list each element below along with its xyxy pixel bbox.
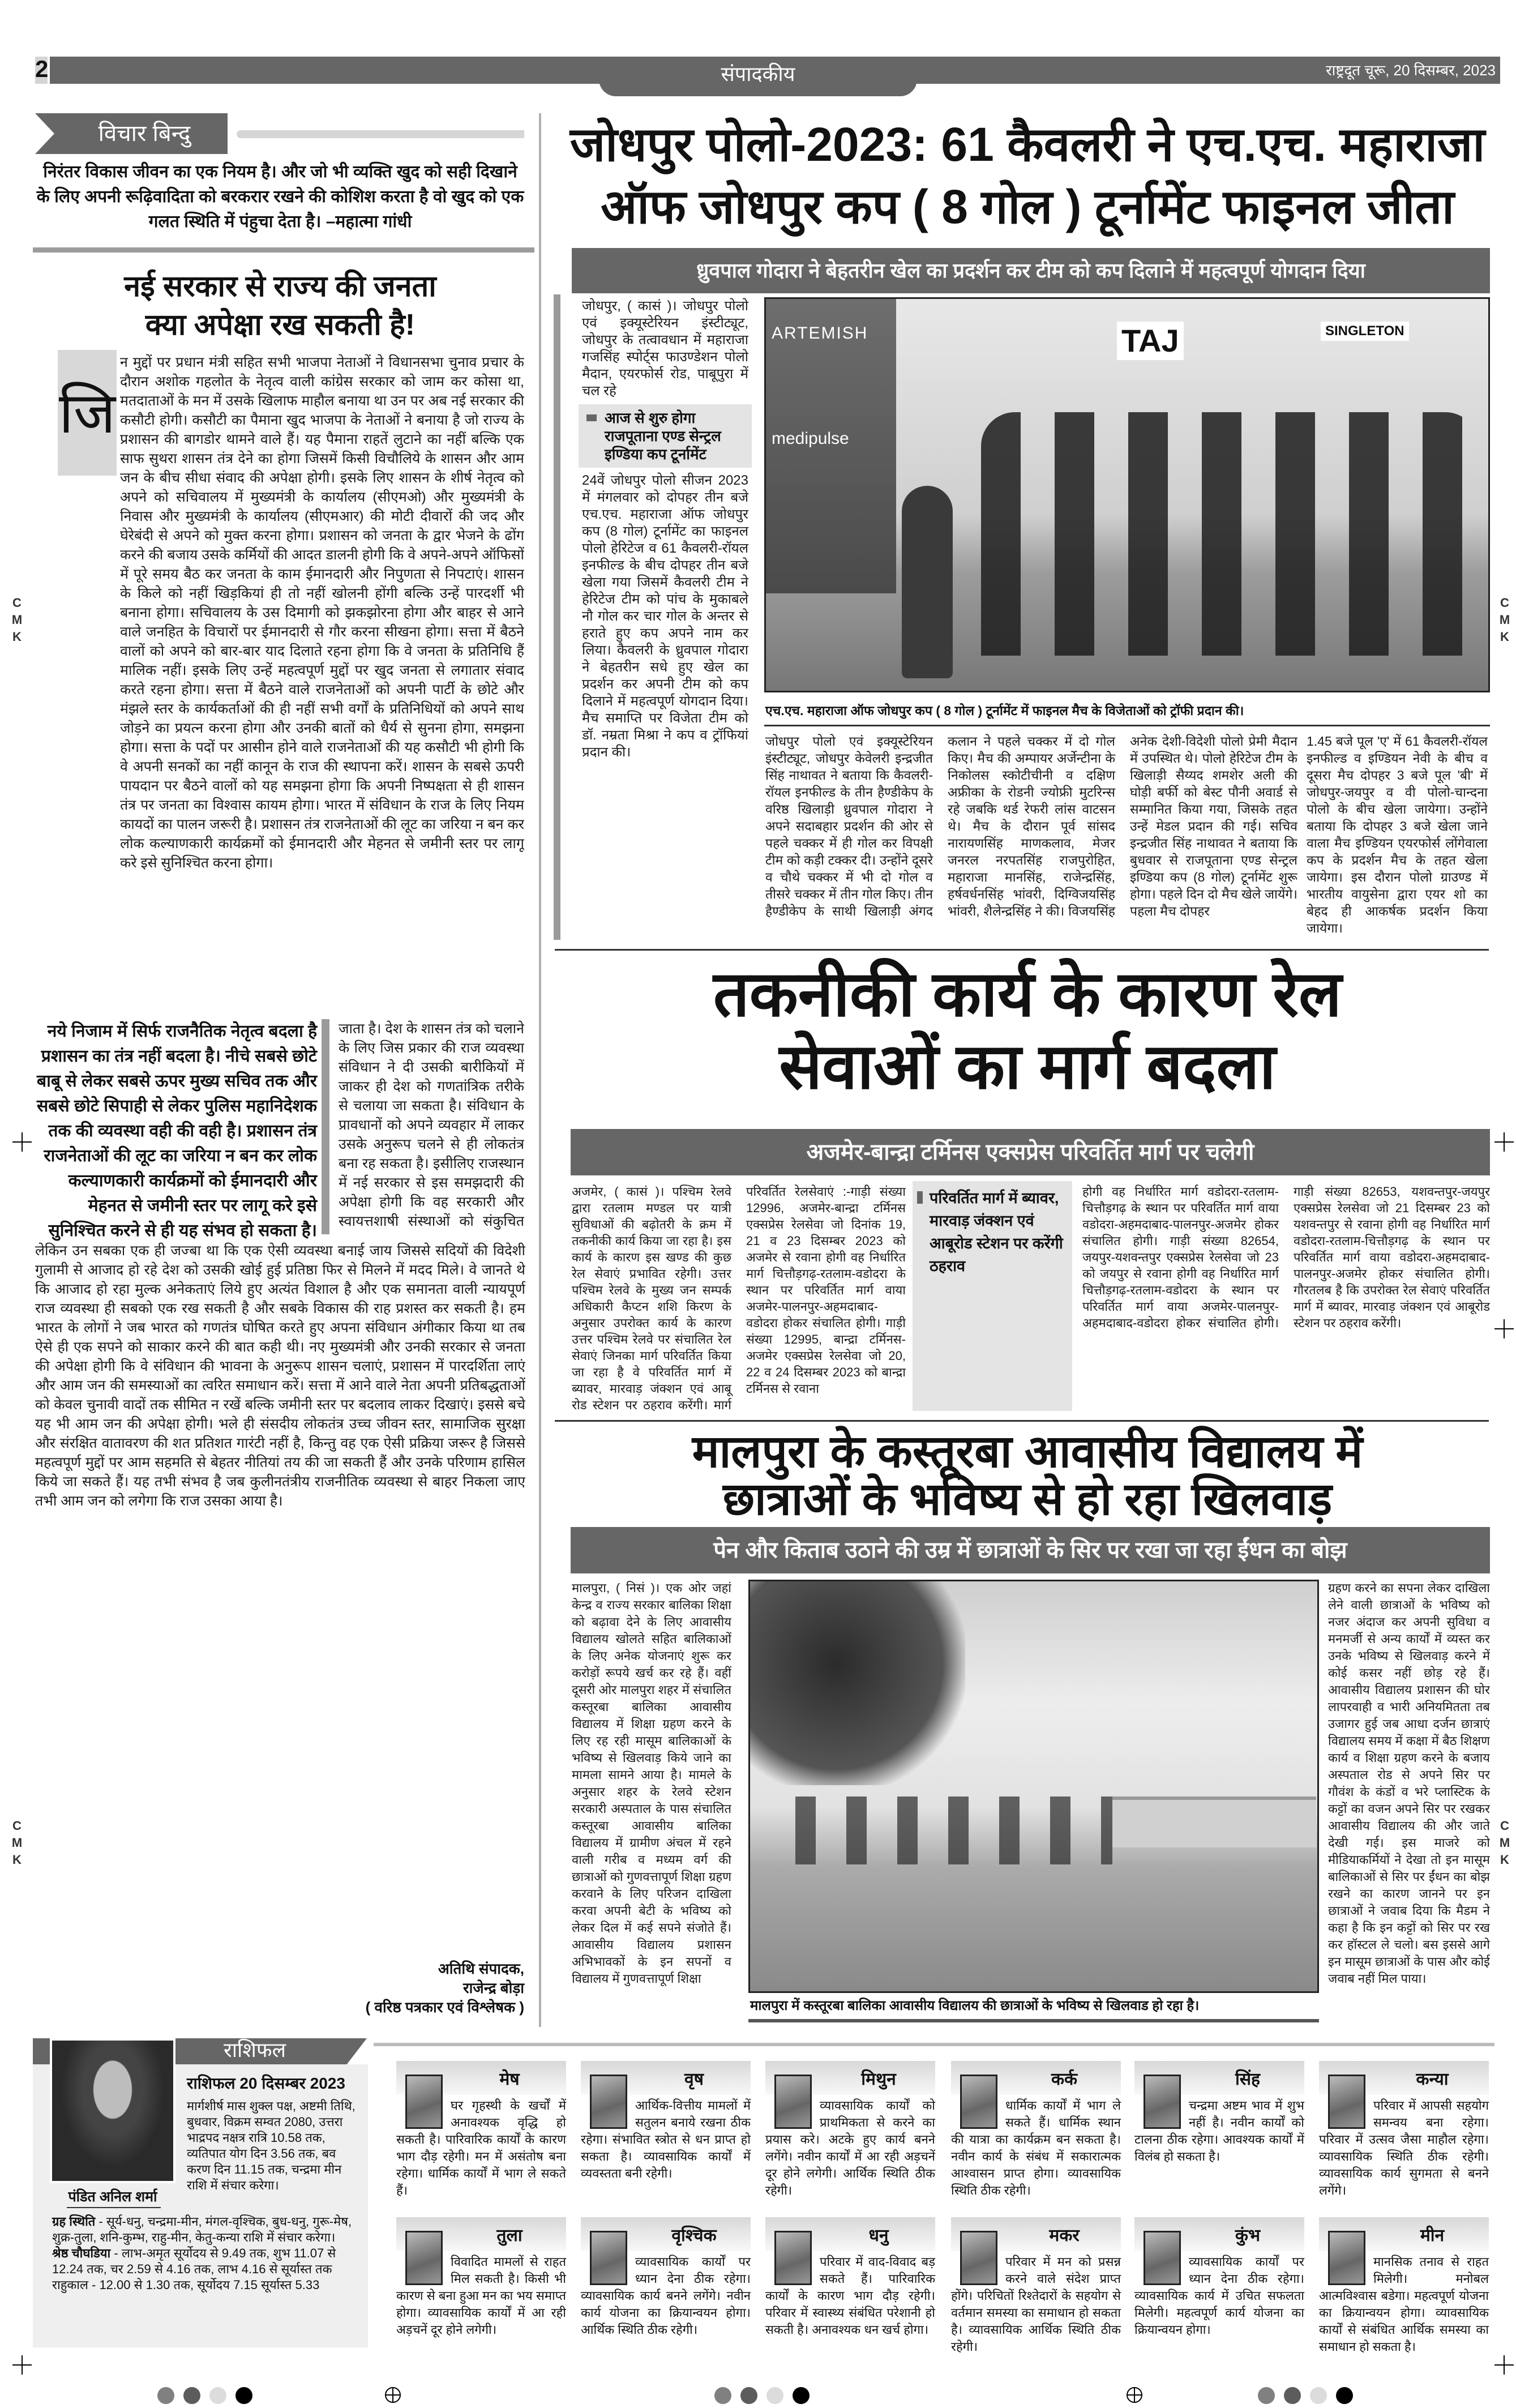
zodiac-sign <box>951 2217 1121 2355</box>
column-rule <box>539 113 541 2027</box>
zodiac-sign <box>951 2061 1121 2199</box>
zodiac-body <box>951 2095 1121 2199</box>
editorial-body-top: न मुद्दों पर प्रधान मंत्री सहित सभी भाजपा नेताओं ने विधानसभा चुनाव प्रचार के दौरान अशोक गहलोत के नेतृत्व वाली कांग्रेस सरकार को जाम कर कोसा था, मतदाताओं के मन में उसके खिलाफ माहौल बनाया था उन पर अब नई सरकार की कसौटी होगी। कसौटी का पैमाना खुद भाजपा के नेताओं ने बनाया है जो राज्य के प्रशासन की बागडोर थामने वाले हैं। यह पैमाना राहतें लुटाने का नहीं बल्कि एक साफ सुथरा शासन तंत्र देने का होगा जिसमें किसी विचौलिये के शासन और आम जन के बीच सीधा संवाद की अपेक्षा होगी। इसके लिए शासन के शीर्ष नेतृत्व को अपने को सचिवालय में मुख्यमंत्री के कार्यालय (सीएमओ) और मुख्यमंत्री के निवास और मुख्यमंत्री के कार्यालय (सीएमआर) की मोटी दीवारों की जद और घेरेबंदी से अपने को मुक्त करना होगा। प्रशासन को जनता के द्वार भेजने के ढोंग करने की बजाय उसके कर्मियों की आदत डालनी होगी कि वे अपने-अपने ऑफिसों में पूरे समय बैठ कर जनता के काम ईमानदारी और निपुणता से निपटाएं। शासन के किले को नहीं खिड़कियां ही तो नहीं खोलनी होंगी बल्कि उन्हें पारदर्शी भी बनाना होगा। सचिवालय के उस दिमागी को झकझोरना होगा और बाहर से आने वाले जनहित के विचारों पर ईमानदारी से गौर करना सीखना होगा। सत्ता में बैठने वालों को अपने को बार-बार याद दिलाते रहना होगा कि वे जनता के प्रतिनिधि हैं मालिक नहीं। इसके लिए उन्हें महत्वपूर्ण मुद्दों पर खुद जनता से लगातार संवाद करते रहना होगा। सत्ता में बैठने वाले राजनेताओं को अपनी पार्टी के छोटे और मंझले स्तर के कार्यकर्ताओं की ही नहीं सभी वर्गों के प्रतिनिधियों को अपने साथ जोड़ने का प्रयत्न करना होगा और उनकी बातों को धैर्य से सुनना होगा, समझना होगा। सत्ता के पदों पर आसीन होने वाले राजनेताओं की यह कसौटी भी होगी कि वे अपनी सनकों का नहीं कानून के राज की स्थापना करें। शासन के सबसे ऊपरी पायदान पर बैठने वालों को यह समझना होगा कि अपनी निष्पक्षता से ही शासन तंत्र पर जनता का विश्वास कायम होगा। भारत में संविधान के राज के लिए नियम कायदों का पालन जरूरी है। प्रशासन तंत्र राजनेताओं की लूट का जरिया न बन कर लोक कल्याणकारी कार्यक्रमों को ईमानदारी और मेहनत से जमीनी स्तर पर लागू करे इसे सुनिश्चित करना होगा। <box>120 354 524 871</box>
registration-target-icon <box>1127 2387 1142 2403</box>
zodiac-prediction: धार्मिक कार्यों में भाग ले सकते हैं। धार्मिक स्थान की यात्रा का कार्यक्रम बन सकता है। नवीन कार्य के संबंध में सकारात्मक आश्वासन प्राप्त होगा। व्यावसायिक स्थिति ठीक रहेगी। <box>951 2098 1121 2197</box>
rashifal-label: राशिफल <box>223 2038 286 2061</box>
astrologer-photo <box>50 2038 175 2183</box>
polo-winners-photo <box>764 297 1490 692</box>
school-photo-caption: मालपुरा में कस्तूरबा बालिका आवासीय विद्यालय की छात्राओं के भविष्य से खिलवाड हो रहा है। <box>750 1998 1200 2013</box>
rail-body-right: होगी वह निर्धारित मार्ग वडोदरा-रतलाम-चित्तौड़गढ़ के स्थान पर परिवर्तित मार्ग वाया वडोदरा-अहमदाबाद-पालनपुर-अजमेर होकर संचालित होगी। गाड़ी संख्या 82654, जयपुर-यशवन्तपुर एक्सप्रेस रेलसेवा जो 23 को जयपुर से रवाना होगी वह निर्धारित मार्ग चित्तौड़गढ़-रतलाम-वडोदरा के स्थान पर परिवर्तित मार्ग वाया अजमेर-पालनपुर-अहमदाबाद-वडोदरा होकर संचालित होगी। गाड़ी संख्या 82653, यशवन्तपुर-जयपुर एक्सप्रेस रेलसेवा जो 21 दिसम्बर 23 को यशवन्तपुर से रवाना होगी वह निर्धारित मार्ग वडोदरा-रतलाम-चित्तौड़गढ़ के स्थान पर परिवर्तित मार्ग वाया वडोदरा-अहमदाबाद-पालनपुर-अजमेर होकर संचालित होगी। गौरतलब है कि उपरोक्त रेल सेवाएं परिवर्तित मार्ग में ब्यावर, मारवाड़ जंक्शन एवं आबूरोड स्टेशन पर ठहराव करेंगी। <box>1082 1184 1490 1330</box>
zodiac-body <box>765 2251 935 2338</box>
zodiac-name: मिथुन <box>861 2070 896 2089</box>
zodiac-symbol-icon <box>590 2231 627 2285</box>
polo-bottom-rule <box>555 949 1489 951</box>
zodiac-body <box>951 2251 1121 2355</box>
byline-desc: ( वरिष्ठ पत्रकार एवं विश्लेषक ) <box>365 1999 524 2016</box>
dot-light-icon <box>766 2387 783 2404</box>
polo-lead: जोधपुर, ( कासं )। जोधपुर पोलो एवं इक्यूस्टेरियन इंस्टीट्यूट, जोधपुर के तत्वावधान में महाराजा गजसिंह स्पोर्ट्स फाउण्डेशन पोलो मैदान, एयरफोर्स रोड, पाबूपुरा में चल रहे <box>582 298 748 399</box>
astrologer-name: पंडित अनिल शर्मा <box>68 2189 157 2205</box>
zodiac-sign <box>1319 2217 1489 2355</box>
sponsor-taj: TAJ <box>1117 322 1184 360</box>
zodiac-name: मीन <box>1420 2226 1445 2245</box>
dot-light-icon <box>1310 2387 1327 2404</box>
zodiac-sign <box>1319 2061 1489 2199</box>
cmk-m: M <box>11 1836 23 1850</box>
rashifal-details <box>52 2214 358 2293</box>
school-body-left: मालपुरा, ( निसं )। एक ओर जहां केन्द्र व राज्य सरकार बालिका शिक्षा को बढ़ावा देने के लिए आवासीय विद्यालय खोलते सहित बालिकाओं के लिए अनेक योजनाएं शुरू कर करोड़ों रूपये खर्च कर रहे हैं। वहीं दूसरी ओर मालपुरा शहर में संचालित कस्तूरबा बालिका आवासीय विद्यालय में शिक्षा ग्रहण करने के लिए रह रही मासूम बालिकाओं के भविष्य से खिलवाड़ किये जाने का मामला सामने आया है। मामले के अनुसार शहर के रेलवे स्टेशन सरकारी अस्पताल के पास संचालित कस्तूरबा आवासीय बालिका विद्यालय में ग्रामीण अंचल में रहने वाली गरीब व मध्यम वर्ग की छात्राओं को गुणवत्तापूर्ण शिक्षा ग्रहण करवाने के लिए परिजन दाखिला करवा अपनी बेटी के भविष्य को लेकर दिल में कई सपने संजोते हैं। आवासीय विद्यालय प्रशासन अभिभावकों के इन सपनों व विद्यालय में गुणवत्तापूर्ण शिक्षा <box>572 1581 731 1986</box>
school-headline <box>560 1428 1494 1523</box>
polo-highlight-bullet <box>586 414 597 421</box>
zodiac-name: कुंभ <box>1235 2226 1261 2245</box>
polo-headline-line1: जोधपुर पोलो-2023: 61 कैवलरी ने एच.एच. महाराजा <box>569 118 1485 171</box>
zodiac-sign <box>1134 2061 1304 2165</box>
rahukal-text: राहुकाल - 12.00 से 1.30 तक, सूर्योदय 7.15 सूर्यास्त 5.33 <box>52 2278 320 2292</box>
dot-dark-icon <box>740 2387 757 2404</box>
rail-bottom-rule <box>555 1420 1489 1422</box>
editorial-pullquote: नये निजाम में सिर्फ राजनैतिक नेतृत्व बदला है प्रशासन का तंत्र नहीं बदला है। नीचे सबसे छोटे बाबू से लेकर सबसे ऊपर मुख्य सचिव तक और सबसे छोटे सिपाही से लेकर पुलिस महानिदेशक तक की व्यवस्था वही की वही है। प्रशासन तंत्र राजनेताओं की लूट का जरिया न बन कर लोक कल्याणकारी कार्यक्रमों को ईमानदारी और मेहनत से जमीनी स्तर पर लागू करे इसे सुनिश्चित करने से ही यह संभव हो सकता है। <box>37 1022 317 1240</box>
zodiac-prediction: आर्थिक-वित्तीय मामलों में सतुलन बनाये रखना ठीक रहेगा। संभावित स्त्रोत से धन प्राप्त हो सकता है। व्यावसायिक कार्यों में व्यवस्तता बनी रहेगी। <box>581 2098 751 2180</box>
rail-body-left: अजमेर, ( कासं )। पश्चिम रेलवे द्वारा रतलाम मण्डल पर यात्री सुविधाओं की बढ़ोतरी के क्रम में तकनीकी कार्य किया जा रहा है। इस कार्य के कारण इस खण्ड की कुछ रेल सेवाएं प्रभावित रहेगी। उत्तर पश्चिम रेलवे के मुख्य जन सम्पर्क अधिकारी कैप्टन शशि किरण के अनुसार उपरोक्त कार्य के कारण उत्तर पश्चिम रेलवे पर संचालित रेल सेवाएं जिनका मार्ग परिवर्तित किया जा रहा है वे परिवर्तित मार्ग में ब्यावर, मारवाड़ जंक्शन एवं आबू रोड स्टेशन पर ठहराव करेंगी। मार्ग परिवर्तित रेलसेवाएं :-गाड़ी संख्या 12996, अजमेर-बान्द्रा टर्मिनस एक्सप्रेस रेलसेवा जो दिनांक 19, 21 व 23 दिसम्बर 2023 को अजमेर से रवाना होगी वह निर्धारित मार्ग चित्तौड़गढ़-रतलाम-वडोदरा के स्थान पर परिवर्तित मार्ग वाया अजमेर-पालनपुर-अहमदाबाद-वडोदरा होकर संचालित होगी। गाड़ी संख्या 12995, बान्द्रा टर्मिनस-अजमेर एक्सप्रेस रेलसेवा जो 20, 22 व 24 दिसम्बर 2023 को बान्द्रा टर्मिनस से रवाना <box>572 1184 906 1412</box>
zodiac-symbol-icon <box>1328 2231 1365 2285</box>
zodiac-name: वृष <box>684 2070 704 2089</box>
polo-body-lower: जोधपुर पोलो एवं इक्यूस्टेरियन इंस्टीट्यूट, जोधपुर केवेलरी इन्द्रजीत सिंह नाथावत ने बताया कि कैवलरी-रॉयल इनफील्ड के तीन हैण्डीकेप के वरिष्ठ खिलाड़ी ध्रुवपाल गोदारा ने अपने सदाबहार प्रदर्शन की ओर से पहले चक्कर में ही गोल कर विपक्षी टीम को कड़ी टक्कर दी। उन्होंने दूसरे व चौथे चक्कर में भी दो गोल व तीसरे चक्कर में तीन गोल किए। तीन हैण्डीकेप के साथी खिलाड़ी अंगद कलान ने पहले चक्कर में दो गोल किए। मैच की अम्पायर अर्जेन्टीना के निकोलस स्कोटीचीनी व दक्षिण अफ्रीका के रोडनी ज्योफ्री मुटरिन्स रहे जबकि थर्ड रेफरी लांस वाटसन थे। मैच के दौरान पूर्व सांसद नारायणसिंह माणकलाव, मेजर जनरल नरपतसिंह राजपुरोहित, महाराजा मानसिंह, राजेन्द्रसिंह, हर्षवर्धनसिंह भांवरी, दिग्विजयसिंह भांवरी, शैलेन्द्रसिंह ने की। विजयसिंह अनेक देशी-विदेशी पोलो प्रेमी मैदान में उपस्थित थे। पोलो हेरिटेज टीम के खिलाड़ी सैय्यद शमशेर अली की घोड़ी बर्फी को बेस्ट पौनी अवार्ड से सम्मानित किया गया, जिसके तहत उन्हें मेडल प्रदान की गई। सचिव इन्द्रजीत सिंह नाथावत ने बताया कि बुधवार से राजपूताना एण्ड सेन्ट्रल इण्डिया कप (8 गोल) टूर्नामेंट शुरू होगा। पहले दिन दो मैच खेले जायेंगे। पहला मैच दोपहर <box>765 734 1297 918</box>
registration-crosshair-icon <box>1494 1319 1514 1338</box>
zodiac-symbol-icon <box>960 2231 997 2285</box>
photo-students <box>795 1797 1112 1864</box>
zodiac-prediction: परिवार में मन को प्रसन्न करने वाले संदेश प्राप्त होंगे। परिचितों रिश्तेदारों के सहयोग से वर्तमान समस्या का समाधान हो सकता है। व्यावसायिक आर्थिक स्थिति ठीक रहेगी। <box>951 2255 1121 2354</box>
dot-gray-icon <box>157 2387 174 2404</box>
registration-crosshair-icon <box>1494 1132 1514 1152</box>
rail-highlight: परिवर्तित मार्ग में ब्यावर, मारवाड़ जंक्शन एवं आबूरोड स्टेशन पर करेंगी ठहराव <box>930 1190 1063 1274</box>
cmk-k: K <box>1500 1853 1509 1867</box>
zodiac-prediction: घर गृहस्थी के खर्चों में अनावश्यक वृद्धि हो सकती है। पारिवारिक कार्यों के कारण भाग दौड़ रहेगी। मन में असंतोष बना रहेगा। धार्मिक कार्यों में भाग ले सकते हैं। <box>396 2098 566 2197</box>
page-number: 2 <box>35 55 49 82</box>
zodiac-sign <box>1134 2217 1304 2338</box>
zodiac-prediction: विवादित मामलों से राहत मिल सकती है। किसी भी कारण से बना हुआ मन का भय समाप्त होगा। व्यावसायिक कार्यों में आ रही अड़चनें दूर होने लगेगी। <box>396 2255 566 2337</box>
polo-body-last: 1.45 बजे पूल 'ए' में 61 कैवलरी-रॉयल इनफील्ड व इण्डियन नेवी के बीच व दूसरा मैच दोपहर 3 बजे पूल 'बी' में जोधपुर-जयपुर व वी पोलो-चान्दना पोलो के बीच खेला जायेगा। उन्होंने बताया कि दोपहर 3 बजे खेला जाने वाला मैच इण्डियन एयरफोर्स लोंगेवाला कप के प्रदर्शन मैच के तहत खेला जायेगा। इस दौरान पोलो ग्राउण्ड में भारतीय वायुसेना द्वारा एयर शो का बेहद ही आकर्षक प्रदर्शन किया जायेगा। <box>1307 734 1488 935</box>
zodiac-prediction: व्यावसायिक कार्यों पर ध्यान देना ठीक रहेगा। व्यावसायिक कार्य बनने लगेंगे। नवीन कार्य योजना का क्रियान्वयन होगा। आर्थिक स्थिति ठीक रहेगी। <box>581 2255 751 2337</box>
dot-black-icon <box>1336 2387 1353 2404</box>
dot-light-icon <box>209 2387 226 2404</box>
cmk-k: K <box>12 630 22 644</box>
zodiac-sign <box>581 2061 751 2182</box>
zodiac-name: मेष <box>499 2070 520 2089</box>
polo-highlight-box <box>579 404 752 468</box>
editorial-headline <box>35 267 525 344</box>
cmk-m: M <box>1499 613 1510 627</box>
editorial-dropcap: जि <box>58 382 116 445</box>
school-headline-line2: छात्राओं के भविष्य से हो रहा खिलवाड़ <box>722 1474 1333 1524</box>
rashifal-panchang: मार्गशीर्ष मास शुक्ल पक्ष, अष्टमी तिथि, बुधवार, विक्रम सम्वत 2080, उत्तरा भाद्रपद नक्षत्र रात्रि 10.58 तक, व्यतिपात योग दिन 3.56 तक, बव करण दिन 11.15 तक, चन्द्रमा मीन राशि में संचार करेगा। <box>187 2099 356 2192</box>
zodiac-symbol-icon <box>960 2075 997 2129</box>
zodiac-body <box>1319 2251 1489 2355</box>
divider <box>33 247 534 253</box>
sponsor-medipulse: medipulse <box>772 429 849 448</box>
zodiac-symbol-icon <box>405 2231 443 2285</box>
registration-crosshair-icon <box>12 1132 32 1152</box>
zodiac-symbol-icon <box>1328 2075 1365 2129</box>
zodiac-name: धनु <box>868 2226 889 2245</box>
zodiac-prediction: व्यावसायिक कार्यों को प्राथमिकता से करने का प्रयास करे। अटके हुए कार्य बनने लगेंगे। नवीन कार्यों में आ रही अड़चनें दूर होने लगेगी। आर्थिक स्थिति ठीक रहेगी। <box>765 2098 935 2197</box>
zodiac-name: कर्क <box>1051 2070 1078 2089</box>
sponsor-singleton: SINGLETON <box>1321 322 1409 341</box>
zodiac-sign <box>396 2061 566 2199</box>
polo-left-rule <box>554 294 560 940</box>
cmk-left-bottom <box>11 1817 23 1868</box>
zodiac-body <box>765 2095 935 2199</box>
rail-headline-line1: तकनीकी कार्य के कारण रेल <box>713 959 1342 1029</box>
school-body-right: ग्रहण करने का सपना लेकर दाखिला लेने वाली छात्राओं के भविष्य को नजर अंदाज कर अपनी सुविधा व मनमर्जी से अन्य कार्यों में व्यस्त कर उनके भविष्य से खिलवाड़ करने में कोई कसर नहीं छोड़ रहे हैं। आवासीय विद्यालय प्रशासन की घोर लापरवाही व भारी अनियमितता तब उजागर हुई जब आधा दर्जन छात्राएं विद्यालय समय में कक्षा में बैठ शिक्षण कार्य व शिक्षा ग्रहण करने के बजाय अस्पताल रोड से अपने सिर पर गौवंश के कंडों व भरे प्लास्टिक के कट्टों का वजन अपने सिर पर रखकर आवासीय विद्यालय की और जाते देखी गई। इस माजरे को मीडियाकर्मियों ने देखा तो इन मासूम बालिकाओं से सिर पर ईंधन का बोझ रखने का कारण जानने पर इन छात्राओं ने जवाब दिया कि मैडम ने कहा है कि इन कट्टों को सिर पर रख कर हॉस्टल ले चलो। बस इससे आगे इन मासूम छात्राओं के पास और कोई जवाब नहीं मिल पाया। <box>1328 1581 1490 1986</box>
zodiac-name: कन्या <box>1416 2070 1449 2089</box>
astrologer-rule <box>67 2207 161 2208</box>
cmk-k: K <box>1500 630 1509 644</box>
polo-highlight: आज से शुरु होगा राजपूताना एण्ड सेन्ट्रल इण्डिया कप टूर्नामेंट <box>605 409 721 463</box>
byline-role: अतिथि संपादक, <box>438 1960 524 1977</box>
school-subheadline: पेन और किताब उठाने की उम्र में छात्राओं के सिर पर रखा जा रहा ईंधन का बोझ <box>713 1538 1347 1563</box>
cmk-m: M <box>1499 1836 1510 1850</box>
cmk-m: M <box>11 613 23 627</box>
sponsor-artemish: ARTEMISH <box>772 324 868 343</box>
zodiac-prediction: परिवार में आपसी सहयोग समन्वय बना रहेगा। परिवार में उत्सव जैसा माहौल रहेगा। व्यावसायिक स्थिति ठीक रहेगी। व्यावसायिक कार्य सुगमता से बनने लगेंगे। <box>1319 2098 1489 2197</box>
cmk-k: K <box>12 1853 22 1867</box>
graha-row: ग्रह स्थिति - सूर्य-धनु, चन्द्रमा-मीन, मंगल-वृश्चिक, बुध-धनु, गुरू-मेष, शुक्र-तुला, शनि-कुम्भ, राहु-मीन, केतु-कन्या राशि में संचार करेगा। <box>52 2214 352 2244</box>
polo-caption-rule <box>764 725 1490 726</box>
dot-gray-icon <box>714 2387 731 2404</box>
choghadiya-text: लाभ-अमृत सूर्योदय से 9.49 तक, शुभ 11.07 से 12.24 तक, चर 2.59 से 4.16 तक, लाभ 4.16 से सूर्यास्त तक <box>52 2246 336 2276</box>
zodiac-name: वृश्चिक <box>671 2226 717 2245</box>
rail-highlight-box <box>913 1181 1072 1411</box>
dot-dark-icon <box>183 2387 200 2404</box>
vichar-bindu-quote: निरंतर विकास जीवन का एक नियम है। और जो भी व्यक्ति खुद को सही दिखाने के लिए अपनी रूढ़िवादिता को बरकरार रखने की कोशिश करता है वो खुद को एक गलत स्थिति में पंहुचा देता है। –महात्मा गांधी <box>36 162 524 231</box>
color-dots-right <box>1258 2387 1353 2404</box>
rail-headline-line2: सेवाओं का मार्ग बदला <box>779 1031 1276 1102</box>
zodiac-body <box>1134 2251 1304 2338</box>
dot-gray-icon <box>1258 2387 1275 2404</box>
polo-headline <box>560 113 1494 238</box>
zodiac-body <box>1134 2095 1304 2165</box>
cmk-c: C <box>1500 1819 1509 1833</box>
section-title: संपादकीय <box>721 62 795 85</box>
zodiac-symbol-icon <box>405 2075 443 2129</box>
zodiac-prediction: परिवार में वाद-विवाद बड़ सकते हैं। पारिवारिक कार्यों के कारण भाग दौड़ रहेगी। परिवार में स्वास्थ्य संबंधित परेशानी हो सकती है। अनावश्यक धन खर्च होगा। <box>765 2255 935 2337</box>
zodiac-body <box>581 2095 751 2182</box>
graha-label: ग्रह स्थिति <box>52 2214 96 2229</box>
vichar-bindu-label: विचार बिन्दु <box>98 121 191 146</box>
zodiac-name: सिंह <box>1235 2070 1260 2089</box>
zodiac-prediction: मानसिक तनाव से राहत मिलेगी। मनोबल आत्मविश्वास बडेगा। महत्वपूर्ण योजना का क्रियान्वयन होगा। व्यावसायिक कार्यों से संबंधित आर्थिक समस्या का समाधान हो सकता है। <box>1319 2255 1489 2354</box>
photo-people <box>981 412 1479 656</box>
zodiac-sign <box>765 2061 935 2199</box>
polo-subheadline: ध्रुवपाल गोदारा ने बेहतरीन खेल का प्रदर्शन कर टीम को कप दिलाने में महत्वपूर्ण योगदान दिया <box>696 259 1365 282</box>
cmk-c: C <box>12 596 22 610</box>
editorial-body-bottom: लेकिन उन सबका एक ही जज्बा था कि एक ऐसी व्यवस्था बनाई जाय जिससे सदियों की विदेशी गुलामी से आजाद हो रहे देश को उसकी खोई हुई प्रतिष्ठा फिर से मिलने में मदद मिले। वे जानते थे कि आजाद हो रहा मुल्क अनेकताएं लिये हुए अत्यंत विशाल है और एक समानता वाली न्यायपूर्ण राज व्यवस्था ही सबको एक रख सकती है और सबके विकास की राह प्रशस्त कर सकती है। हम भारत के लोगों ने जब भारत को गणतंत्र घोषित करते हुए अपना संविधान अंगीकार किया था तब ऐसे ही एक सपने को साकार करने की बात कही थी। नए मुख्यमंत्री और उनकी सरकार से जनता की अपेक्षा होगी कि वे संविधान की भावना के अनुरूप शासन चलाएं, प्रशासन में पारदर्शिता लाएं और आम जन की समस्याओं का त्वरित समाधान करें। सत्ता में आने वाले नेता अपनी प्रतिबद्धताओं को केवल चुनावी वादों तक सीमित न रखें बल्कि जमीनी स्तर पर बदलाव लाकर दिखाएं। इससे बचे यह भी आम जन की अपेक्षा होगी। भले ही संसदीय लोकतंत्र उच्च जीवन स्तर, सामाजिक सुरक्षा और संरक्षित वातावरण की शत प्रतिशत गारंटी नहीं है, किन्तु वह एक ऐसी प्रक्रिया जरूर है जिससे महत्वपूर्ण मुद्दों पर आम सहमति से बेहतर नीतियां तय की जा सकती हैं और उनके परिणाम हासिल किये जा सकते हैं। यह तभी संभव है जब कुलीनतंत्रीय राजनीतिक व्यवस्था से बाहर निकला जाए तभी आम जन को लगेगा कि राज उसका आया है। <box>35 1243 525 1509</box>
choghadiya-label: श्रेष्ठ चौघडिया <box>52 2246 111 2260</box>
zodiac-symbol-icon <box>1144 2231 1181 2285</box>
cmk-right-bottom <box>1499 1817 1510 1868</box>
zodiac-body <box>581 2251 751 2338</box>
polo-left-column <box>579 298 752 940</box>
photo-building <box>1112 1797 1316 1847</box>
editorial-body-side: जाता है। देश के शासन तंत्र को चलाने के लिए जिस प्रकार की राज व्यवस्था संविधान ने दी उसकी बारीकियों में जाकर ही देश को गणतांत्रिक तरीके से चलाया जा सकता है। संविधान के प्रावधानों को अपने व्यवहार में लाकर उसके अनुरूप चलने से ही लोकतंत्र बना रह सकता है। इसीलिए राजस्थान में नई सरकार से इस समझदारी की अपेक्षा होगी कि वह सरकारी और स्वायत्तशाषी संस्थाओं को संकुचित <box>339 1021 524 1229</box>
zodiac-sign <box>396 2217 566 2338</box>
zodiac-body <box>1319 2095 1489 2199</box>
editorial-headline-line2: क्या अपेक्षा रख सकती है! <box>145 309 416 341</box>
zodiac-symbol-icon <box>774 2075 812 2129</box>
zodiac-prediction: व्यावसायिक कार्यों पर ध्यान देना ठीक रहेगा। व्यावसायिक कार्य में उचित सफलता मिलेगी। महत्वपूर्ण कार्य योजना का क्रियान्वयन होगा। <box>1134 2255 1304 2337</box>
school-photo <box>748 1580 1319 1993</box>
byline-name: राजेन्द्र बोड़ा <box>463 1979 524 1996</box>
dot-black-icon <box>235 2387 252 2404</box>
zodiac-body <box>396 2095 566 2199</box>
vichar-bindu-rule <box>237 130 524 138</box>
color-dots-mid <box>714 2387 810 2404</box>
dot-black-icon <box>793 2387 810 2404</box>
rail-highlight-bullet <box>917 1191 923 1204</box>
zodiac-sign <box>581 2217 751 2338</box>
dot-dark-icon <box>1284 2387 1301 2404</box>
zodiac-symbol-icon <box>590 2075 627 2129</box>
cmk-right-top <box>1499 594 1510 645</box>
photo-child <box>902 486 953 678</box>
registration-crosshair-icon <box>12 2355 32 2375</box>
graha-text: सूर्य-धनु, चन्द्रमा-मीन, मंगल-वृश्चिक, बुध-धनु, गुरू-मेष, शुक्र-तुला, शनि-कुम्भ, राहु-मीन, केतु-कन्या राशि में संचार करेगा। <box>52 2214 352 2244</box>
zodiac-sign <box>765 2217 935 2338</box>
zodiac-name: मकर <box>1049 2226 1080 2245</box>
rashifal-title: राशिफल 20 दिसम्बर 2023 <box>187 2075 345 2092</box>
color-dots-left <box>157 2387 252 2404</box>
choghadiya-row: श्रेष्ठ चौघडिया - लाभ-अमृत सूर्योदय से 9.49 तक, शुभ 11.07 से 12.24 तक, चर 2.59 से 4.16 तक, लाभ 4.16 से सूर्यास्त तक <box>52 2246 336 2276</box>
masthead-date: राष्ट्रदूत चूरू, 20 दिसम्बर, 2023 <box>1325 62 1496 79</box>
pullquote-rule <box>322 1019 329 1234</box>
zodiac-prediction: चन्द्रमा अष्टम भाव में शुभ नहीं है। नवीन कार्यों को टालना ठीक रहेगा। आवश्यक कार्यों में विलंब हो सकता है। <box>1134 2098 1304 2163</box>
cmk-c: C <box>12 1819 22 1833</box>
photo-tree <box>750 1581 965 1785</box>
registration-target-icon <box>385 2387 401 2403</box>
editorial-headline-line1: नई सरकार से राज्य की जनता <box>124 270 436 303</box>
registration-crosshair-icon <box>1494 2355 1514 2375</box>
cmk-left-top <box>11 594 23 645</box>
rail-headline <box>560 958 1494 1103</box>
zodiac-name: तुला <box>496 2226 523 2245</box>
school-caption-rule <box>748 2019 1319 2022</box>
rashifal-top-rule <box>374 2043 1494 2046</box>
polo-body-col1: 24वें जोधपुर पोलो सीजन 2023 में मंगलवार को दोपहर तीन बजे एच.एच. महाराजा ऑफ जोधपुर कप (8 गोल) टूर्नामेंट का फाइनल पोलो हेरिटेज व 61 कैवलरी-रॉयल इनफील्ड के बीच दोपहर तीन बजे खेला गया जिसमें कैवलरी टीम ने हेरिटेज टीम को पांच के मुकाबले नौ गोल कर चार गोल के अन्तर से हराते हुए कप अपने नाम कर लिया। कैवलरी के ध्रुवपाल गोदारा ने बेहतरीन सधे हुए खेल का प्रदर्शन कर अपनी टीम को कप दिलाने में महत्वपूर्ण योगदान दिया। मैच समाप्ति पर विजेता टीम को डॉ. नम्रता मिश्रा ने कप व ट्रॉफियां प्रदान की। <box>582 473 748 760</box>
zodiac-body <box>396 2251 566 2338</box>
editorial-byline <box>317 1959 524 2017</box>
zodiac-symbol-icon <box>774 2231 812 2285</box>
rail-subheadline: अजमेर-बान्द्रा टर्मिनस एक्सप्रेस परिवर्तित मार्ग पर चलेगी <box>806 1140 1254 1165</box>
cmk-c: C <box>1500 596 1509 610</box>
zodiac-symbol-icon <box>1144 2075 1181 2129</box>
polo-headline-line2: ऑफ जोधपुर कप ( 8 गोल ) टूर्नामेंट फाइनल जीता <box>601 180 1454 233</box>
school-headline-line1: मालपुरा के कस्तूरबा आवासीय विद्यालय में <box>692 1426 1363 1477</box>
polo-photo-caption: एच.एच. महाराजा ऑफ जोधपुर कप ( 8 गोल ) टूर्नामेंट में फाइनल मैच के विजेताओं को ट्रॉफी प्रदान की। <box>765 703 1244 718</box>
